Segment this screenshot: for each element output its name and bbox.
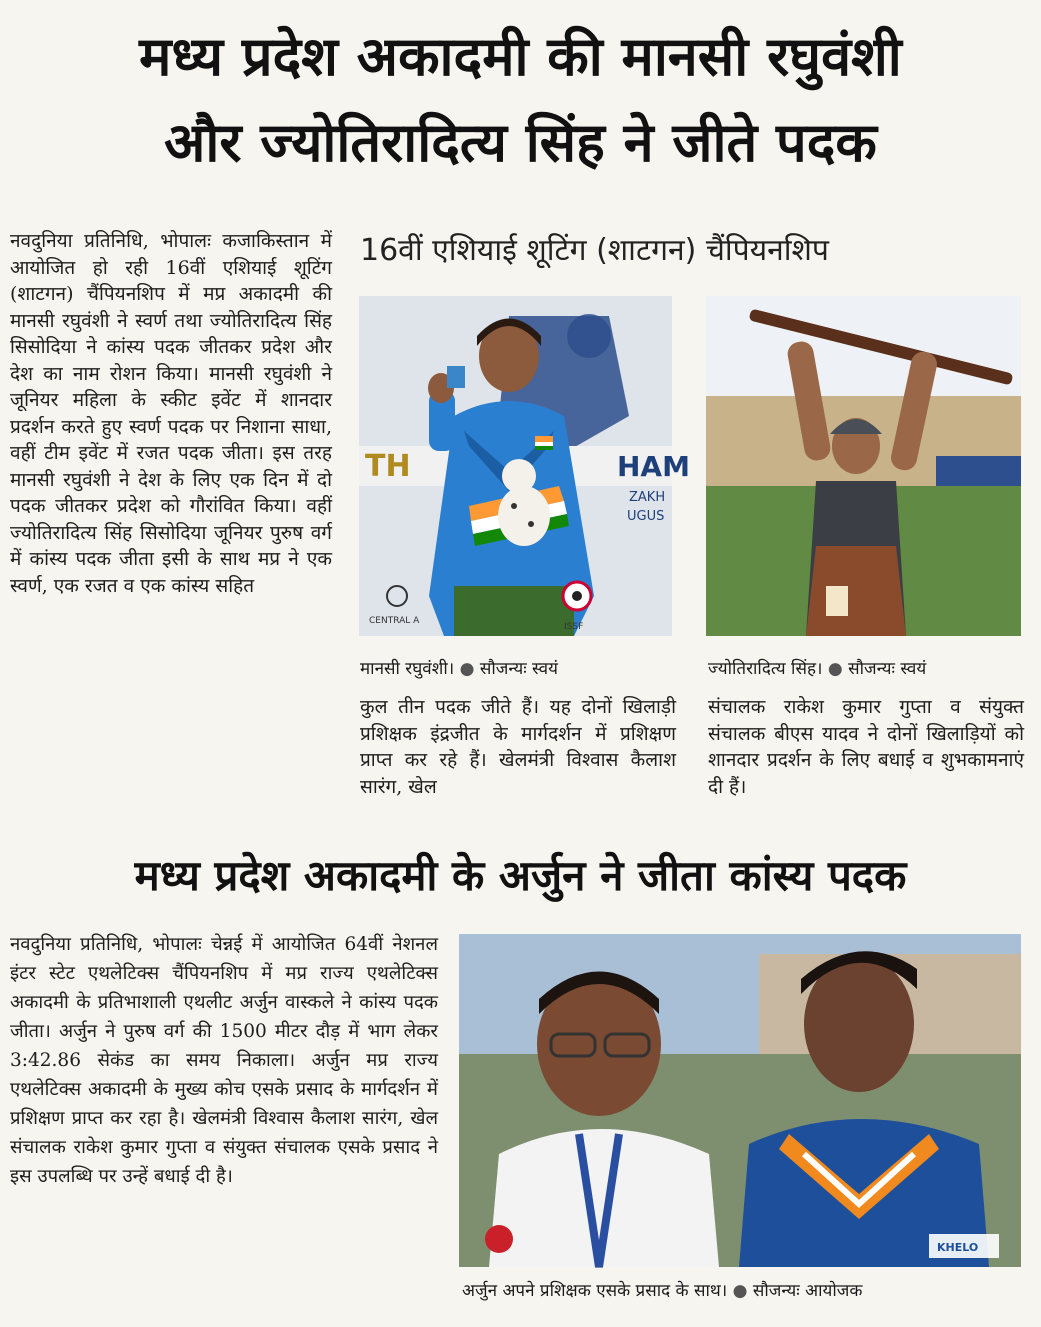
story1-subhead: 16वीं एशियाई शूटिंग (शाटगन) चैंपियनशिप — [360, 233, 829, 268]
photo1-banner-sub: ZAKH — [629, 490, 666, 505]
photo1-caption-name: मानसी रघुवंशी। — [360, 659, 455, 679]
photo-mansi-raghuvanshi — [359, 296, 690, 636]
photo-arjun-illustration — [459, 934, 1021, 1267]
story1-headline-line1: मध्य प्रदेश अकादमी की मानसी रघुवंशी — [139, 25, 902, 88]
photo1-central-text: CENTRAL A — [369, 616, 420, 626]
photo1-banner-left: TH — [365, 449, 411, 484]
photo1-caption-credit: सौजन्यः स्वयं — [479, 659, 558, 679]
photo-jyotiraditya-illustration — [706, 296, 1021, 636]
caption-bullet-icon: ● — [732, 1281, 748, 1301]
photo3-caption — [462, 1278, 862, 1301]
photo2-caption-name: ज्योतिरादित्य सिंह। — [708, 659, 823, 679]
photo3-logo-text: KHELO — [937, 1241, 979, 1254]
photo2-caption-credit: सौजन्यः स्वयं — [848, 659, 927, 679]
photo1-banner-right: HAM — [617, 450, 690, 483]
story1-body-column3: संचालक राकेश कुमार गुप्ता व संयुक्त संचालक बीएस यादव ने दोनों खिलाड़ियों को शानदार प्रदर्शन के लिए बधाई व शुभकामनाएं दी हैं। — [708, 696, 1024, 798]
photo1-banner-sub2: UGUS — [627, 509, 665, 524]
photo2-caption — [708, 656, 926, 679]
story1-body-column1: नवदुनिया प्रतिनिधि, भोपालः कजाकिस्तान में आयोजित हो रही 16वीं एशियाई शूटिंग (शाटगन) चैंपियनशिप में मप्र अकादमी की मानसी रघुवंशी ने स्वर्ण तथा ज्योतिरादित्य सिंह सिसोदिया ने कांस्य पदक जीतकर प्रदेश और देश का नाम रोशन किया। मानसी रघुवंशी ने जूनियर महिला के स्कीट इवेंट में शानदार प्रदर्शन करते हुए स्वर्ण पदक पर निशाना साधा, वहीं टीम इवेंट में रजत पदक जीता। इस तरह मानसी रघुवंशी ने देश के लिए एक दिन में दो पदक जीतकर प्रदेश को गौरांवित किया। वहीं ज्योतिरादित्य सिंह सिसोदिया जूनियर पुरुष वर्ग में कांस्य पदक जीता इसी के साथ मप्र ने एक स्वर्ण, एक रजत व एक कांस्य सहित — [10, 230, 332, 597]
photo1-issf-text: ISSF — [564, 622, 584, 632]
story2-headline: मध्य प्रदेश अकादमी के अर्जुन ने जीता कांस्य पदक — [134, 851, 907, 900]
photo1-caption — [360, 656, 558, 679]
photo-jyotiraditya-singh — [706, 296, 1021, 636]
photo3-caption-credit: सौजन्यः आयोजक — [752, 1281, 863, 1301]
caption-bullet-icon: ● — [459, 659, 475, 679]
photo-mansi-illustration — [359, 296, 690, 636]
caption-bullet-icon: ● — [827, 659, 843, 679]
story2-body: नवदुनिया प्रतिनिधि, भोपालः चेन्नई में आयोजित 64वीं नेशनल इंटर स्टेट एथलेटिक्स चैंपियनशिप में मप्र राज्य एथलेटिक्स अकादमी के प्रतिभाशाली एथलीट अर्जुन वास्कले ने कांस्य पदक जीता। अर्जुन ने पुरुष वर्ग की 1500 मीटर दौड़ में भाग लेकर 3:42.86 सेकंड का समय निकाला। अर्जुन मप्र राज्य एथलेटिक्स अकादमी के मुख्य कोच एसके प्रसाद के मार्गदर्शन में प्रशिक्षण प्राप्त कर रहा है। खेलमंत्री विश्वास कैलाश सारंग, खेल संचालक राकेश कुमार गुप्ता व संयुक्त संचालक एसके प्रसाद ने इस उपलब्धि पर उन्हें बधाई दी है। — [10, 934, 438, 1187]
photo-arjun-with-coach — [459, 934, 1021, 1267]
story1-headline-line2: और ज्योतिरादित्य सिंह ने जीते पदक — [164, 111, 877, 174]
photo3-caption-text: अर्जुन अपने प्रशिक्षक एसके प्रसाद के साथ। — [462, 1281, 728, 1301]
story1-body-column2: कुल तीन पदक जीते हैं। यह दोनों खिलाड़ी प्रशिक्षक इंद्रजीत के मार्गदर्शन में प्रशिक्षण प्राप्त कर रहे हैं। खेलमंत्री विश्वास कैलाश सारंग, खेल — [360, 696, 676, 798]
